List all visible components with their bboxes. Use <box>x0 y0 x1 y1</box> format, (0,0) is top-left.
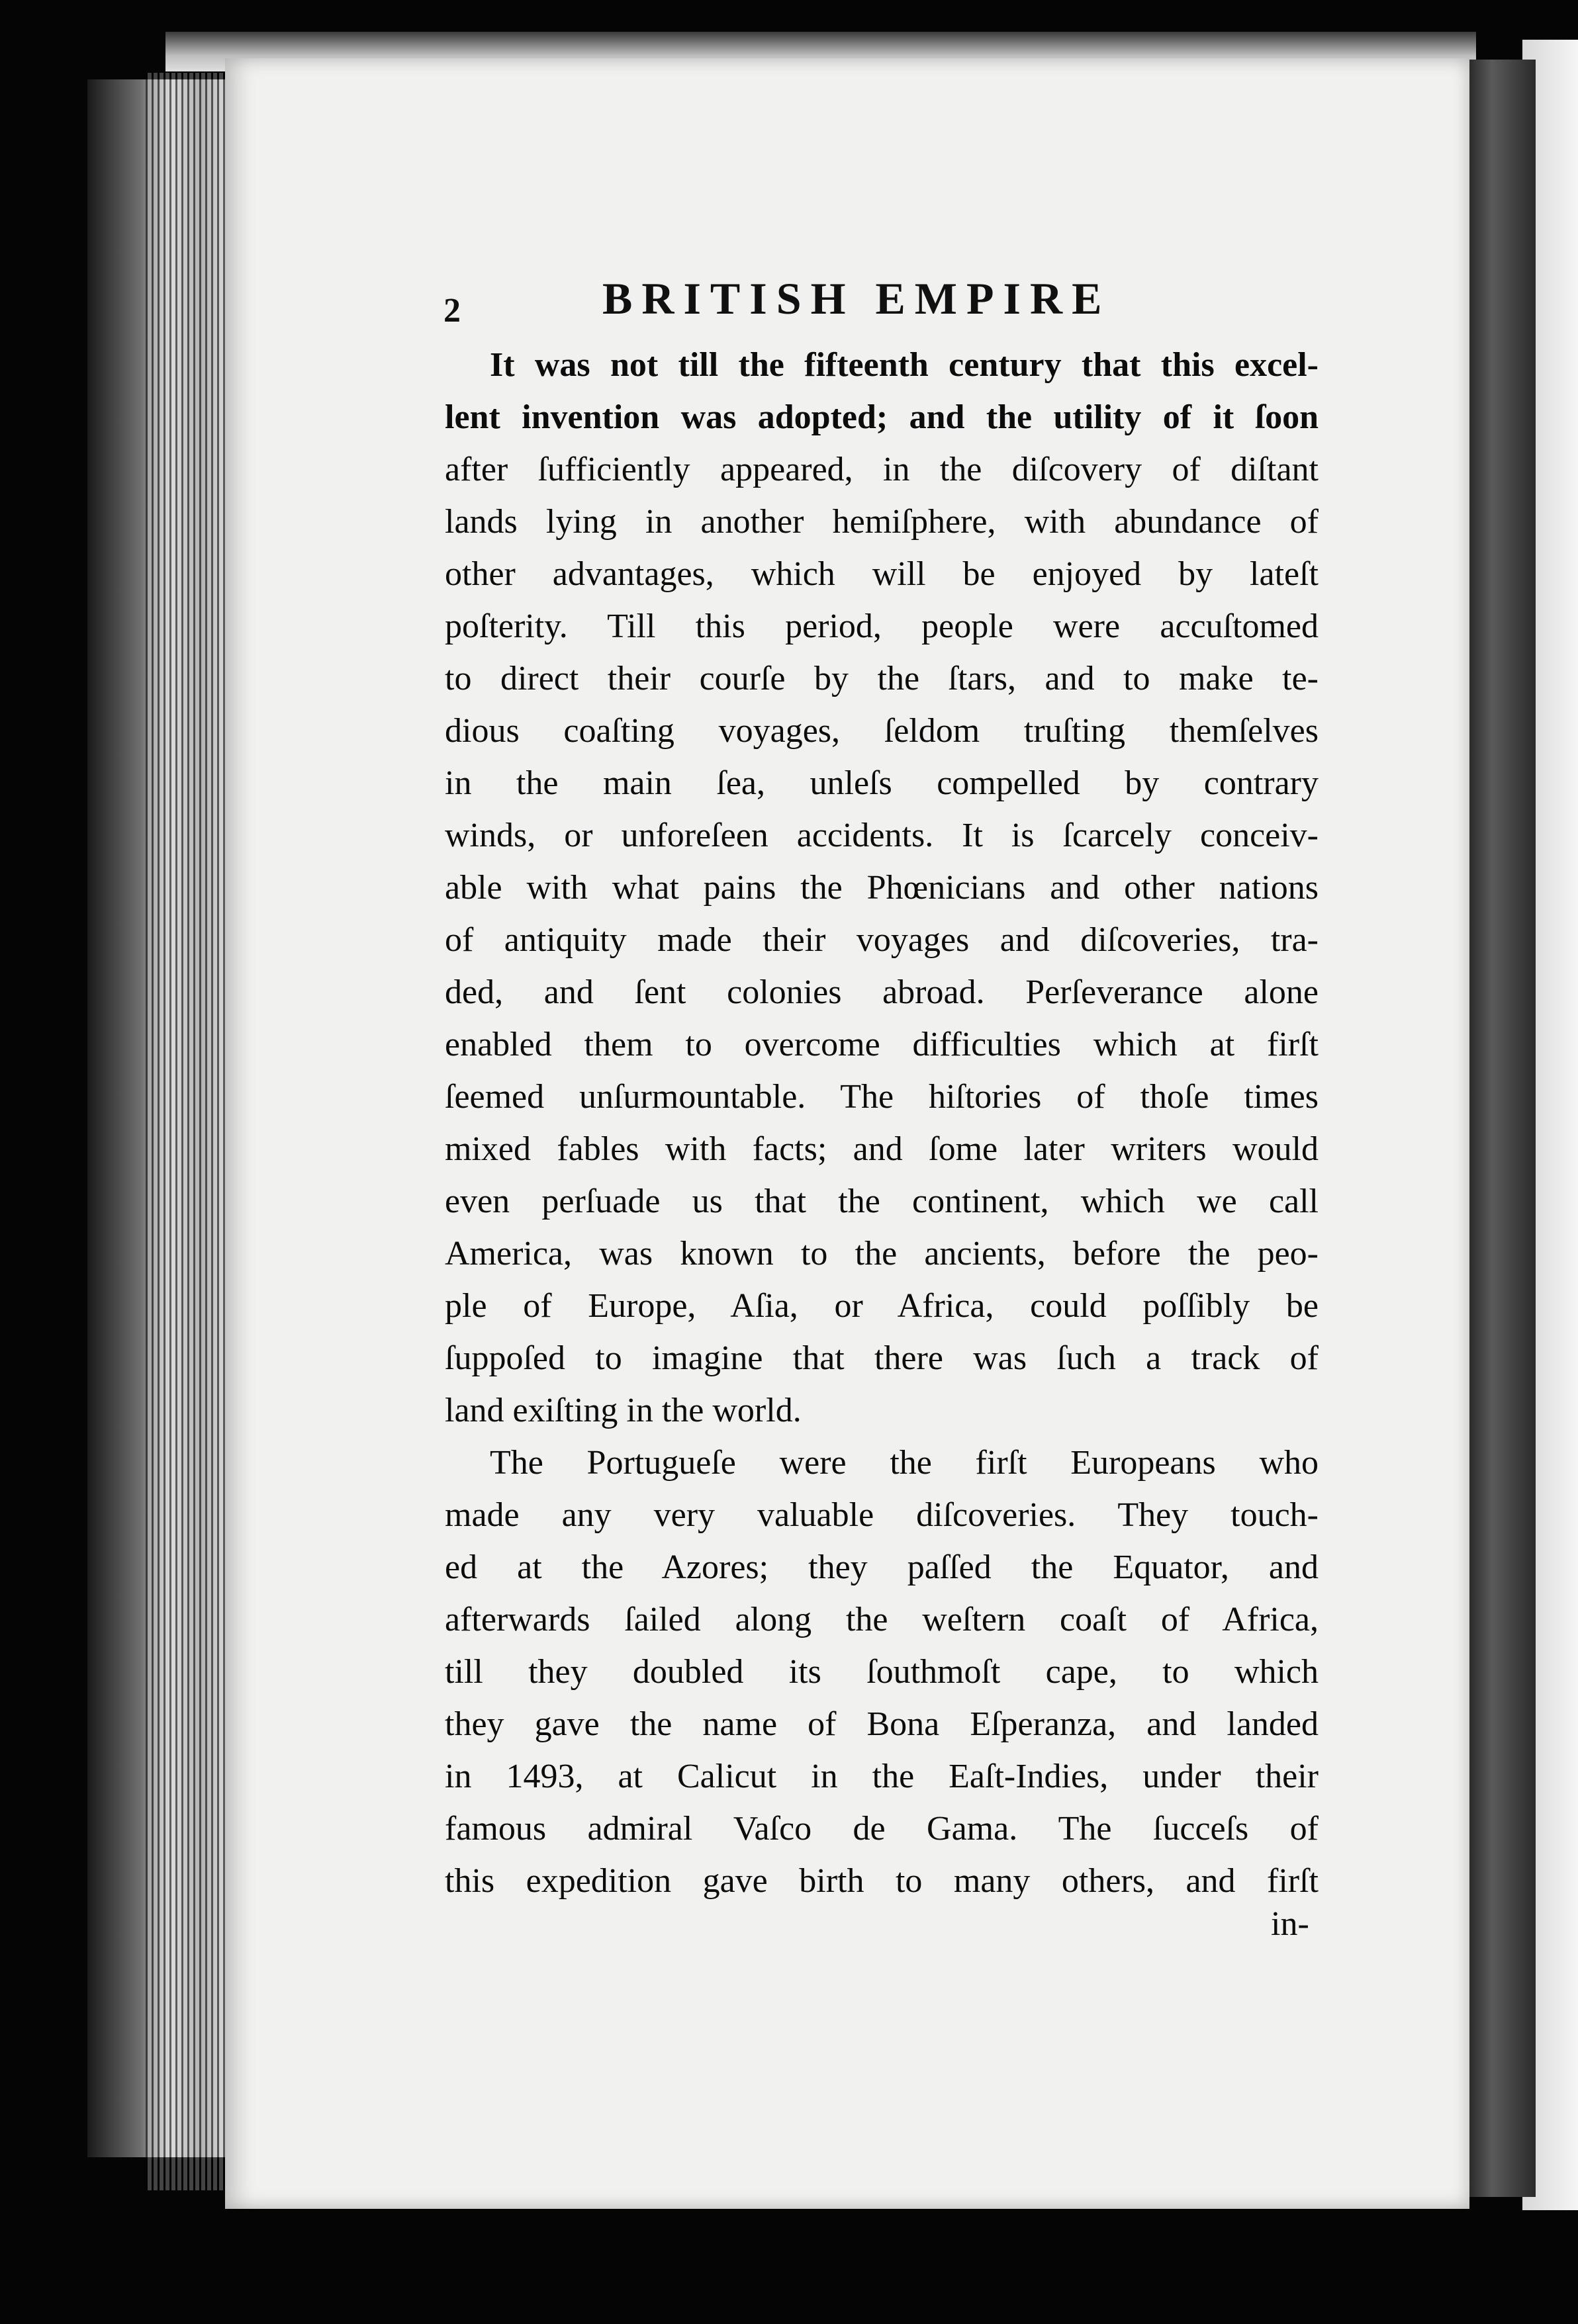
paragraph-2 <box>445 1437 1319 1907</box>
text-line: ſeemed unſurmountable. The hiſtories of thoſe times <box>445 1078 1319 1116</box>
text-line: to direct their courſe by the ſtars, and to make te- <box>445 660 1319 697</box>
text-line: winds, or unforeſeen accidents. It is ſcarcely conceiv- <box>445 817 1319 854</box>
text-line: ple of Europe, Aſia, or Africa, could poſſibly be <box>445 1287 1319 1325</box>
text-line: mixed fables with facts; and ſome later writers would <box>445 1130 1319 1168</box>
text-line: land exiſting in the world. <box>445 1392 802 1429</box>
text-line: of antiquity made their voyages and diſcoveries, tra- <box>445 921 1319 959</box>
text-line: afterwards ſailed along the weſtern coaſt of Africa, <box>445 1601 1319 1638</box>
text-line: in 1493, at Calicut in the Eaſt-Indies, under their <box>445 1758 1319 1795</box>
text-line: even perſuade us that the continent, which we call <box>445 1183 1319 1220</box>
text-line: other advantages, which will be enjoyed by lateſt <box>445 555 1319 593</box>
text-line: able with what pains the Phœnicians and other nations <box>445 869 1319 907</box>
text-line: till they doubled its ſouthmoſt cape, to which <box>445 1653 1319 1691</box>
paragraph-1 <box>445 339 1319 1437</box>
running-title: BRITISH EMPIRE <box>602 273 1111 324</box>
text-line: ſuppoſed to imagine that there was ſuch a track of <box>445 1339 1319 1377</box>
page-stack-edges <box>146 73 238 2190</box>
text-line: ed at the Azores; they paſſed the Equator, and <box>445 1548 1319 1586</box>
text-line: lent invention was adopted; and the utility of it ſoon <box>445 398 1319 436</box>
text-line: lands lying in another hemiſphere, with abundance of <box>445 503 1319 541</box>
text-line: after ſufficiently appeared, in the diſcovery of diſtant <box>445 451 1319 488</box>
text-line: ded, and ſent colonies abroad. Perſeverance alone <box>445 973 1319 1011</box>
gutter-shadow <box>1463 60 1536 2197</box>
body-text <box>445 339 1319 1907</box>
text-line: dious coaſting voyages, ſeldom truſting themſelves <box>445 712 1319 750</box>
text-line: made any very valuable diſcoveries. They touch- <box>445 1496 1319 1534</box>
text-line: famous admiral Vaſco de Gama. The ſucceſs of <box>445 1810 1319 1848</box>
catchword: in- <box>1271 1905 1309 1943</box>
text-line: this expedition gave birth to many others, and firſt <box>445 1862 1319 1900</box>
text-line: It was not till the fifteenth century that this excel- <box>490 346 1319 384</box>
text-line: in the main ſea, unleſs compelled by contrary <box>445 764 1319 802</box>
text-line: The Portugueſe were the firſt Europeans who <box>490 1444 1319 1482</box>
text-line: they gave the name of Bona Eſperanza, and landed <box>445 1705 1319 1743</box>
page-number: 2 <box>443 292 461 330</box>
text-line: America, was known to the ancients, before the peo- <box>445 1235 1319 1273</box>
text-line: poſterity. Till this period, people were accuſtomed <box>445 607 1319 645</box>
text-line: enabled them to overcome difficulties which at firſt <box>445 1026 1319 1063</box>
page-header <box>443 273 1317 332</box>
